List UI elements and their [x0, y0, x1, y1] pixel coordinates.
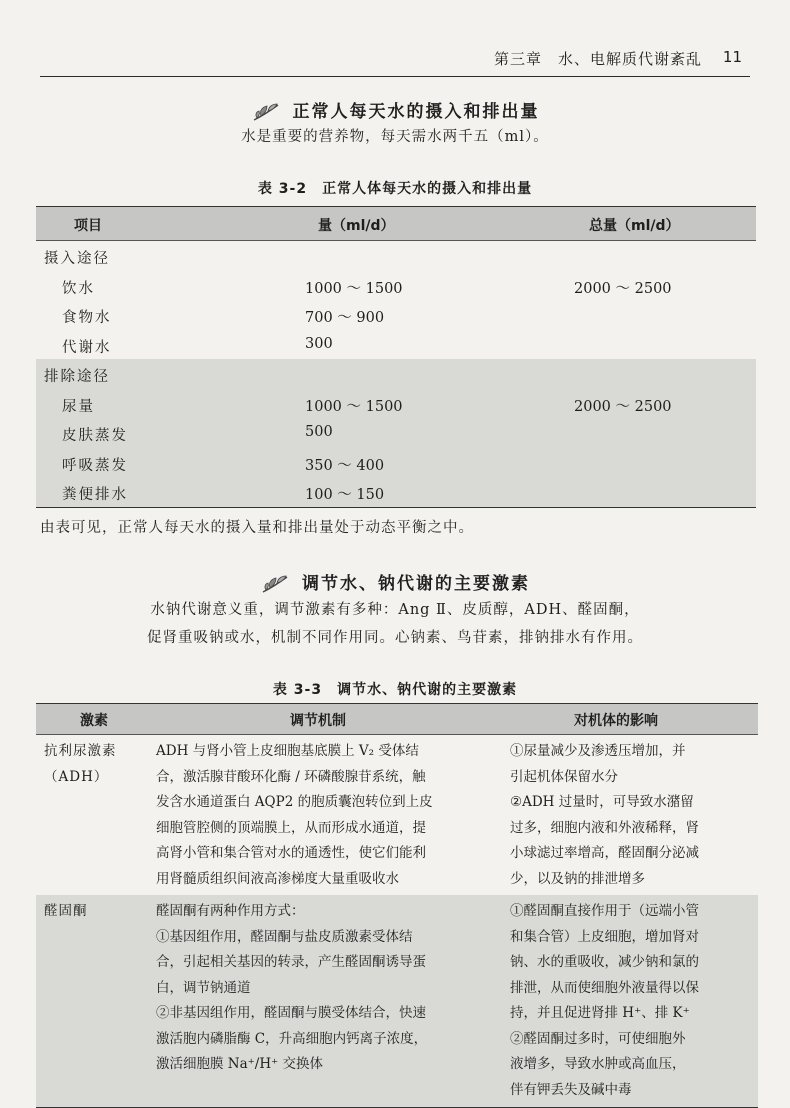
text-line: ①基因组作用，醛固酮与盐皮质激素受体结 [156, 928, 413, 945]
table-row [36, 300, 756, 330]
section-intro-line: 促肾重吸钠或水，机制不同作用同。心钠素、鸟苷素，排钠排水有作用。 [147, 630, 643, 646]
text-line: 用肾髓质组织间液高渗梯度大量重吸收水 [156, 870, 399, 887]
group-label: 摄入途径 [44, 251, 110, 267]
group-label: 排除途径 [44, 369, 110, 385]
column-header-effect: 对机体的影响 [574, 713, 658, 729]
text-line: 持，并且促进肾排 H⁺、排 K⁺ [510, 1005, 690, 1021]
amount-cell: 500 [305, 424, 333, 440]
section-heading-hormones [0, 569, 790, 600]
text-line: ②非基因组作用，醛固酮与膜受体结合，快速 [156, 1005, 426, 1021]
mechanism-cell [156, 899, 496, 1078]
text-line: 过多，细胞内液和外液稀释，肾 [510, 819, 699, 836]
column-header-hormone: 激素 [80, 713, 108, 729]
amount-cell: 1000 ～ 1500 [305, 398, 403, 415]
table-row [36, 448, 756, 478]
table-header-row [36, 206, 756, 241]
table-caption: 表 3-2 正常人体每天水的摄入和排出量 [257, 181, 533, 197]
table-caption: 表 3-3 调节水、钠代谢的主要激素 [272, 682, 518, 698]
table-header-row [36, 703, 758, 735]
hormone-name: 醛固酮 [44, 903, 88, 919]
table-row-adh [36, 735, 758, 895]
text-line: 细胞管腔侧的顶端膜上，从而形成水通道，提 [156, 819, 426, 836]
text-line: ADH 与肾小管上皮细胞基底膜上 V₂ 受体结 [156, 743, 419, 759]
text-line: 合，引起相关基因的转录，产生醛固酮诱导蛋 [156, 954, 426, 970]
text-line: 液增多，导致水肿或高血压， [510, 1056, 686, 1072]
section-title: 调节水、钠代谢的主要激素 [301, 574, 530, 594]
total-cell: 2000 ～ 2500 [574, 280, 672, 297]
text-line: 钠、水的重吸收，减少钠和氯的 [510, 954, 699, 970]
text-line: 少，以及钠的排泄增多 [510, 870, 645, 887]
item-cell: 呼吸蒸发 [62, 457, 128, 474]
amount-cell: 300 [305, 335, 333, 352]
column-header-item: 项目 [74, 218, 102, 234]
table-row-aldosterone [36, 895, 758, 1108]
section-intro-line: 水钠代谢意义重，调节激素有多种：Ang Ⅱ、皮质醇，ADH、醛固酮， [150, 602, 640, 618]
hormone-cell [44, 739, 148, 790]
text-line: 白，调节钠通道 [156, 979, 251, 996]
text-line: 合，激活腺苷酸环化酶 / 环磷酸腺苷系统，触 [156, 768, 426, 785]
item-cell: 皮肤蒸发 [62, 428, 128, 444]
text-line: 激活胞内磷脂酶 C，升高细胞内钙离子浓度， [156, 1030, 428, 1047]
table-row [36, 389, 756, 419]
hormone-cell [44, 899, 148, 925]
text-line: ②ADH 过量时，可导致水潴留 [510, 794, 694, 810]
text-line: 小球滤过率增高，醛固酮分泌减 [510, 845, 699, 861]
amount-cell: 1000 ～ 1500 [305, 280, 403, 297]
column-header-amount: 量（ml/d） [318, 218, 395, 234]
page-number: 11 [722, 48, 742, 66]
text-line: 伴有钾丢失及碱中毒 [510, 1081, 632, 1098]
text-line: ①尿量减少及渗透压增加，并 [510, 743, 686, 759]
intake-group [36, 241, 756, 359]
table-row [36, 271, 756, 301]
text-line: 高肾小管和集合管对水的通透性，使它们能利 [156, 845, 426, 861]
text-line: 排泄，从而使细胞外液量得以保 [510, 979, 699, 996]
running-head [40, 40, 750, 77]
section-intro: 水是重要的营养物，每天需水两千五（ml）。 [241, 129, 549, 145]
effect-cell [510, 899, 750, 1103]
table-row [36, 418, 756, 448]
item-cell: 食物水 [62, 310, 112, 326]
hormone-name: 抗利尿激素 [44, 743, 117, 759]
table-row [36, 477, 756, 507]
column-header-total: 总量（ml/d） [589, 218, 680, 234]
amount-cell: 700 ～ 900 [305, 310, 385, 326]
group-label-row [36, 359, 756, 389]
text-line: 和集合管）上皮细胞，增加肾对 [510, 928, 699, 945]
item-cell: 代谢水 [62, 339, 112, 356]
amount-cell: 100 ～ 150 [305, 487, 385, 503]
text-line: ②醛固酮过多时，可使细胞外 [510, 1030, 686, 1047]
text-line: 醛固酮有两种作用方式： [156, 903, 305, 919]
column-header-mechanism: 调节机制 [290, 713, 346, 729]
item-cell: 饮水 [62, 280, 95, 297]
amount-cell: 350 ～ 400 [305, 457, 385, 474]
hormone-table [36, 703, 758, 1108]
text-line: 发含水通道蛋白 AQP2 的胞质囊泡转位到上皮 [156, 794, 433, 810]
item-cell: 尿量 [62, 398, 95, 415]
leaf-ornament-icon [260, 573, 290, 600]
table-note: 由表可见，正常人每天水的摄入量和排出量处于动态平衡之中。 [40, 520, 474, 536]
item-cell: 粪便排水 [62, 487, 128, 503]
chapter-title: 第三章 水、电解质代谢紊乱 [493, 50, 702, 68]
effect-cell [510, 739, 750, 892]
text-line: ①醛固酮直接作用于（远端小管 [510, 903, 699, 919]
output-group [36, 359, 756, 508]
hormone-abbr: （ADH） [44, 768, 109, 785]
water-balance-table [36, 206, 756, 508]
text-line: 引起机体保留水分 [510, 768, 618, 785]
group-label-row [36, 241, 756, 271]
text-line: 激活细胞膜 Na⁺/H⁺ 交换体 [156, 1056, 324, 1072]
table-row [36, 330, 756, 360]
mechanism-cell [156, 739, 496, 892]
total-cell: 2000 ～ 2500 [574, 398, 672, 415]
section-title: 正常人每天水的摄入和排出量 [292, 102, 540, 122]
